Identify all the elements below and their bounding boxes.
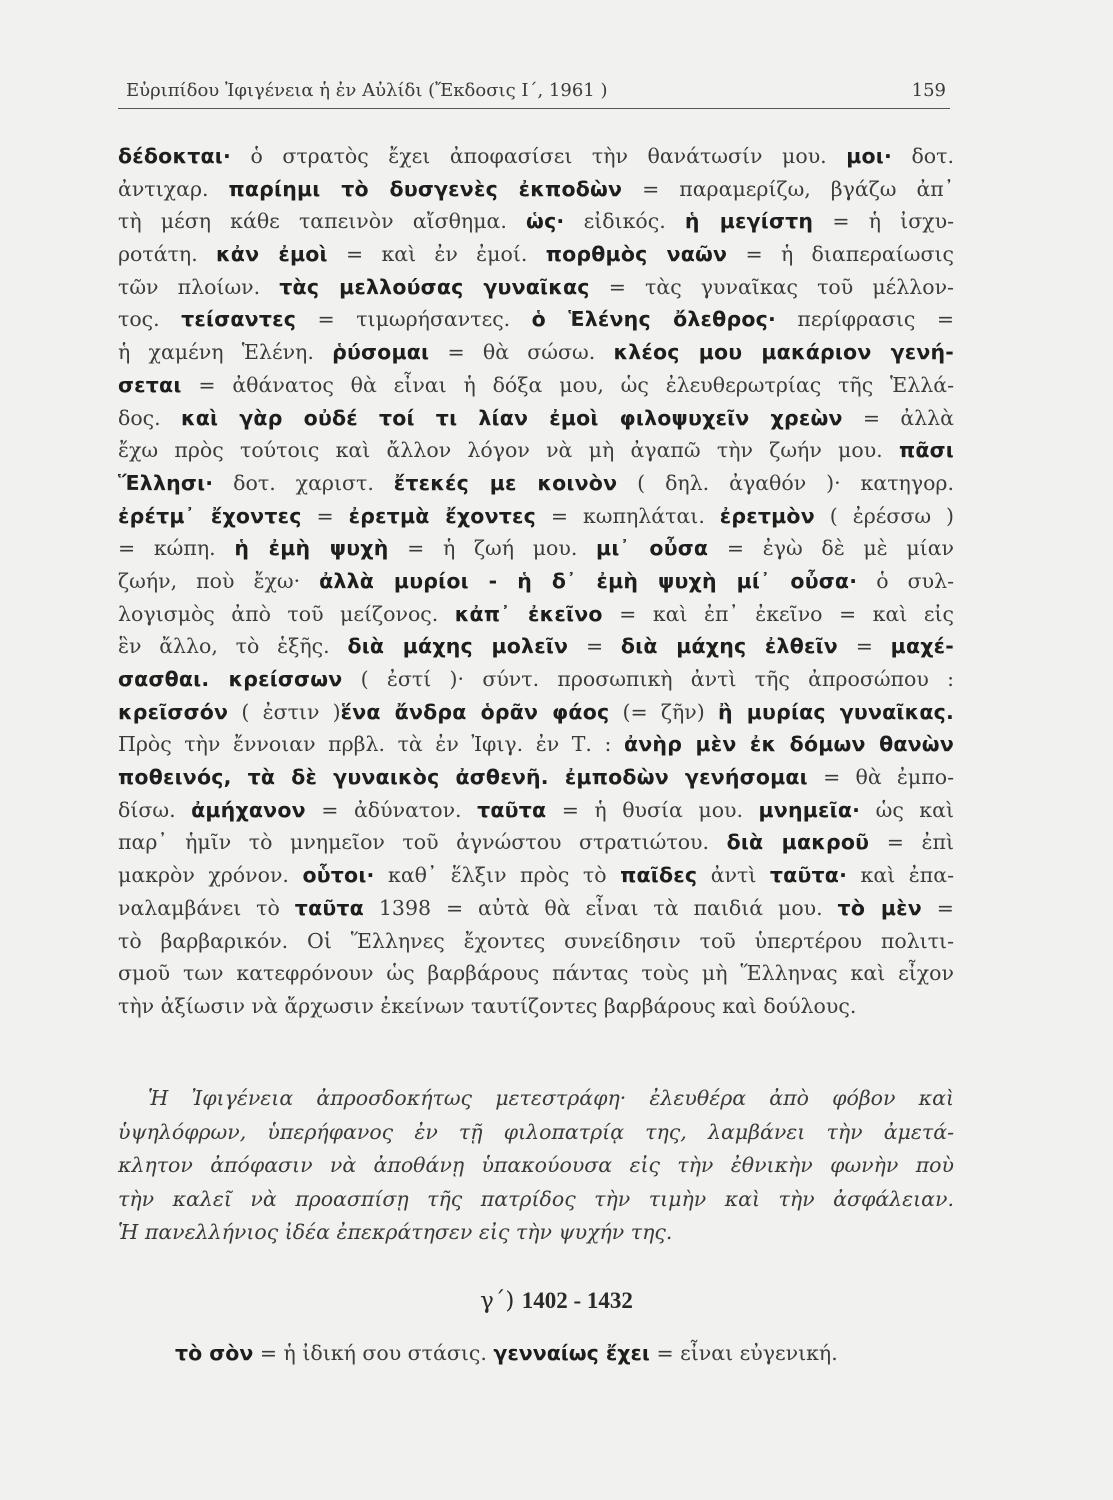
italic-line: Ἡ Ἰφιγένεια ἀπροσδοκήτως μετεστράφη· ἐλευθέρα ἀπὸ φόβον καὶ <box>148 1086 954 1110</box>
gloss-text: εἰδικός. <box>564 209 685 234</box>
gloss-text: τὴν ἀξίωσιν νὰ ἄρχωσιν ἐκείνων ταυτίζοντες βαρβάρους καὶ δούλους. <box>118 993 857 1018</box>
lemma: τὸ σὸν <box>175 1341 254 1365</box>
gloss-text: μακρὸν χρόνον. <box>118 863 303 888</box>
gloss-text: = ἡ ἰσχυ- <box>813 209 954 234</box>
section-heading <box>0 1288 1113 1314</box>
lemma: σεται <box>118 372 182 397</box>
text-line <box>118 434 954 467</box>
text-line <box>118 794 954 827</box>
running-header <box>118 78 950 109</box>
gloss-text: = <box>301 503 349 528</box>
lemma: σασθαι. κρείσσων <box>118 667 343 691</box>
gloss-text: = ἐγὼ δὲ μὲ μίαν <box>708 536 955 561</box>
text-line <box>118 238 954 271</box>
gloss-text: = <box>568 634 621 659</box>
lemma: οὗτοι· <box>302 863 375 888</box>
gloss-text: Πρὸς τὴν ἔννοιαν πρβλ. τὰ ἐν Ἰφιγ. ἐν Τ. : <box>118 732 624 757</box>
lemma: ῥύσομαι <box>332 340 430 365</box>
gloss-text: = εἶναι εὐγενική. <box>649 1341 838 1365</box>
italic-line: τὴν καλεῖ νὰ προασπίσῃ τῆς πατρίδος τὴν τιμὴν καὶ τὴν ἀσφάλειαν. <box>118 1186 954 1211</box>
text-line <box>118 369 954 402</box>
lemma: ποθεινός, τὰ δὲ γυναικὸς ἀσθενῆ. ἐμποδὼν γενήσομαι <box>118 765 808 790</box>
lemma: ἀνὴρ μὲν ἐκ δόμων θανὼν <box>623 732 954 757</box>
gloss-text: = κωπηλάται. <box>535 503 720 528</box>
text-line <box>118 630 954 663</box>
lemma: πᾶσι <box>898 438 954 463</box>
lemma: ἀλλὰ μυρίοι - ἡ δ᾽ ἐμὴ ψυχὴ μί᾽ οὖσα· <box>319 568 858 593</box>
text-line <box>118 696 954 729</box>
gloss-text: = <box>921 895 954 920</box>
lemma: ἔτεκές με κοινὸν <box>393 470 618 495</box>
page-number: 159 <box>911 80 946 101</box>
lemma: τὸ μὲν <box>837 895 922 920</box>
text-line <box>118 500 954 533</box>
gloss-text: 1398 = αὐτὰ θὰ εἶναι τὰ παιδιά μου. <box>363 895 838 920</box>
text-line <box>118 957 954 990</box>
gloss-text: καθ᾽ ἕλξιν πρὸς τὸ <box>374 863 621 888</box>
lemma: ἕνα ἄνδρα ὁρᾶν φάος <box>340 699 610 724</box>
lemma: μοι· <box>846 144 892 168</box>
gloss-text: ( ἐρέσσω ) <box>814 503 954 528</box>
gloss-text: δίσω. <box>118 797 192 822</box>
lemma: διὰ μάχης μολεῖν <box>347 634 569 659</box>
gloss-text: ( ἐστί )· σύντ. προσωπικὴ ἀντὶ τῆς ἀπροσώπου : <box>342 667 954 691</box>
text-line <box>118 140 954 173</box>
lemma: πορθμὸς ναῶν <box>545 242 728 267</box>
lemma: κἀν ἐμοὶ <box>216 242 328 267</box>
lemma: ἐρέτμ᾽ ἔχοντες <box>118 503 302 528</box>
gloss-text: ἔχω πρὸς τούτοις καὶ ἄλλον λόγον νὰ μὴ ἀγαπῶ τὴν ζωήν μου. <box>118 438 899 463</box>
section-range: 1402 - 1432 <box>521 1288 633 1313</box>
text-line <box>118 761 954 794</box>
lemma: ἢ μυρίας γυναῖκας. <box>717 699 954 724</box>
gloss-text: = <box>837 634 891 659</box>
final-line <box>175 1337 955 1369</box>
text-line <box>118 859 954 892</box>
gloss-text: = καὶ ἐπ᾽ ἐκεῖνο = καὶ εἰς <box>602 601 955 626</box>
lemma: ταῦτα <box>294 895 364 920</box>
gloss-text: περίφρασις = <box>775 307 954 332</box>
lemma: γενναίως ἔχει <box>493 1341 650 1365</box>
gloss-text: ( δηλ. ἀγαθόν )· κατηγορ. <box>617 470 954 495</box>
gloss-text: = ἀδύνατον. <box>305 797 478 822</box>
text-line <box>118 271 954 304</box>
gloss-text: ὡς καὶ <box>860 797 955 822</box>
gloss-text: = ἡ διαπεραίωσις <box>727 242 954 267</box>
gloss-text: τὸ βαρβαρικόν. Οἱ Ἕλληνες ἔχοντες συνείδησιν τοῦ ὑπερτέρου πολιτι- <box>118 928 954 953</box>
gloss-text: καὶ ἐπα- <box>847 863 954 888</box>
lemma: ἡ ἐμὴ ψυχὴ <box>234 536 389 561</box>
gloss-text: λογισμὸς ἀπὸ τοῦ μείζονος. <box>118 601 455 626</box>
gloss-text: = ἀθάνατος θὰ εἶναι ἡ δόξα μου, ὡς ἐλευθερωτρίας τῆς Ἑλλά- <box>181 372 954 397</box>
gloss-text: σμοῦ των κατεφρόνουν ὡς βαρβάρους πάντας τοὺς μὴ Ἕλληνας καὶ εἶχον <box>118 961 954 986</box>
gloss-text: = καὶ ἐν ἐμοί. <box>327 242 546 267</box>
lemma: μνημεῖα· <box>758 797 861 822</box>
text-line <box>118 728 954 761</box>
gloss-text: ἡ χαμένη Ἑλένη. <box>118 340 333 365</box>
lemma: τὰς μελλούσας γυναῖκας <box>279 274 590 299</box>
lemma: ἐρετμὸν <box>719 503 815 528</box>
lemma: διὰ μάχης ἐλθεῖν <box>620 634 838 659</box>
header-title: Εὐριπίδου Ἰφιγένεια ἡ ἐν Αὐλίδι (Ἔκδοσις Ι΄, 1961 ) <box>126 80 608 101</box>
lemma: μαχέ- <box>890 634 954 659</box>
gloss-text: = τιμωρήσαντες. <box>296 307 532 332</box>
text-line <box>118 892 954 925</box>
lemma: Ἕλλησι· <box>118 470 214 495</box>
lemma: μι᾽ οὖσα <box>596 536 709 561</box>
section-label: γ΄) <box>480 1288 515 1314</box>
gloss-text: = ἡ ζωή μου. <box>388 536 597 561</box>
lemma: παῖδες <box>620 863 698 888</box>
text-line <box>118 598 954 631</box>
gloss-text: = θὰ σώσω. <box>429 340 614 365</box>
gloss-text: = ἐπὶ <box>869 830 954 855</box>
lemma: κἀπ᾽ ἐκεῖνο <box>454 601 603 626</box>
gloss-text: παρ᾽ ἡμῖν τὸ μνημεῖον τοῦ ἀγνώστου στρατιώτου. <box>118 830 727 855</box>
lemma: κλέος μου μακάριον γενή- <box>613 340 955 365</box>
lemma: ἡ μεγίστη <box>684 209 814 234</box>
text-line <box>118 565 954 598</box>
gloss-text: ζωήν, ποὺ ἔχω· <box>118 568 320 593</box>
gloss-text: ἀντιχαρ. <box>118 176 229 201</box>
gloss-text: δοτ. <box>891 144 954 168</box>
lemma: δέδοκται· <box>118 144 231 168</box>
lemma: ταῦτα· <box>769 863 848 888</box>
gloss-text: ροτάτη. <box>118 242 217 267</box>
lemma: τείσαντες <box>181 307 297 332</box>
gloss-text: δος. <box>118 405 181 430</box>
gloss-text: ἀντὶ <box>697 863 770 888</box>
text-line <box>118 173 954 206</box>
text-line <box>118 467 954 500</box>
lemma: ἐρετμὰ ἔχοντες <box>348 503 536 528</box>
gloss-text: (= ζῆν) <box>609 699 718 724</box>
lemma: κρεῖσσόν <box>118 699 229 724</box>
text-line <box>118 826 954 859</box>
lemma: διὰ μακροῦ <box>726 830 870 855</box>
text-line <box>118 990 954 1023</box>
lemma: καὶ γὰρ οὐδέ τοί τι λίαν ἐμοὶ φιλοψυχεῖν χρεὼν <box>180 405 843 430</box>
lemma: ταῦτα <box>477 797 547 822</box>
text-line <box>118 663 954 696</box>
italic-summary <box>118 1082 954 1250</box>
text-line <box>118 402 954 435</box>
gloss-text: = θὰ ἐμπο- <box>807 765 954 790</box>
gloss-text: ὁ στρατὸς ἔχει ἀποφασίσει τὴν θανάτωσίν μου. <box>230 144 847 168</box>
gloss-text: τὴ μέση κάθε ταπεινὸν αἴσθημα. <box>118 209 527 234</box>
gloss-text: = τὰς γυναῖκας τοῦ μέλλον- <box>589 274 954 299</box>
text-line <box>118 303 954 336</box>
gloss-text: ἓν ἄλλο, τὸ ἑξῆς. <box>118 634 348 659</box>
lemma: ὁ Ἑλένης ὄλεθρος· <box>531 307 776 332</box>
text-line <box>118 532 954 565</box>
text-line <box>118 925 954 958</box>
italic-line: Ἡ πανελλήνιος ἰδέα ἐπεκράτησεν εἰς τὴν ψυχήν της. <box>118 1220 673 1244</box>
lemma: ὡς· <box>526 209 565 234</box>
gloss-text: = παραμερίζω, βγάζω ἀπ᾽ <box>622 176 955 201</box>
gloss-text: = ἡ ἰδική σου στάσις. <box>253 1341 494 1365</box>
gloss-text: ( ἐστιν ) <box>228 699 341 724</box>
text-line <box>118 336 954 369</box>
gloss-text: = ἀλλὰ <box>842 405 955 430</box>
gloss-text: ναλαμβάνει τὸ <box>118 895 295 920</box>
gloss-text: = κώπη. <box>118 536 235 561</box>
gloss-text: ὁ συλ- <box>857 568 954 593</box>
gloss-text: τῶν πλοίων. <box>118 274 280 299</box>
gloss-text: = ἡ θυσία μου. <box>546 797 759 822</box>
italic-line: κλητον ἀπόφασιν νὰ ἀποθάνῃ ὑπακούουσα εἰς τὴν ἐθνικὴν φωνὴν ποὺ <box>118 1153 954 1177</box>
lemma: παρίημι τὸ δυσγενὲς ἐκποδὼν <box>228 176 623 201</box>
lemma: ἀμήχανον <box>191 797 306 822</box>
commentary-text <box>118 140 954 1023</box>
text-line <box>118 205 954 238</box>
gloss-text: δοτ. χαριστ. <box>213 470 394 495</box>
italic-line: ὑψηλόφρων, ὑπερήφανος ἐν τῇ φιλοπατρίᾳ της, λαμβάνει τὴν ἀμετά- <box>118 1119 954 1144</box>
gloss-text: τος. <box>118 307 182 332</box>
